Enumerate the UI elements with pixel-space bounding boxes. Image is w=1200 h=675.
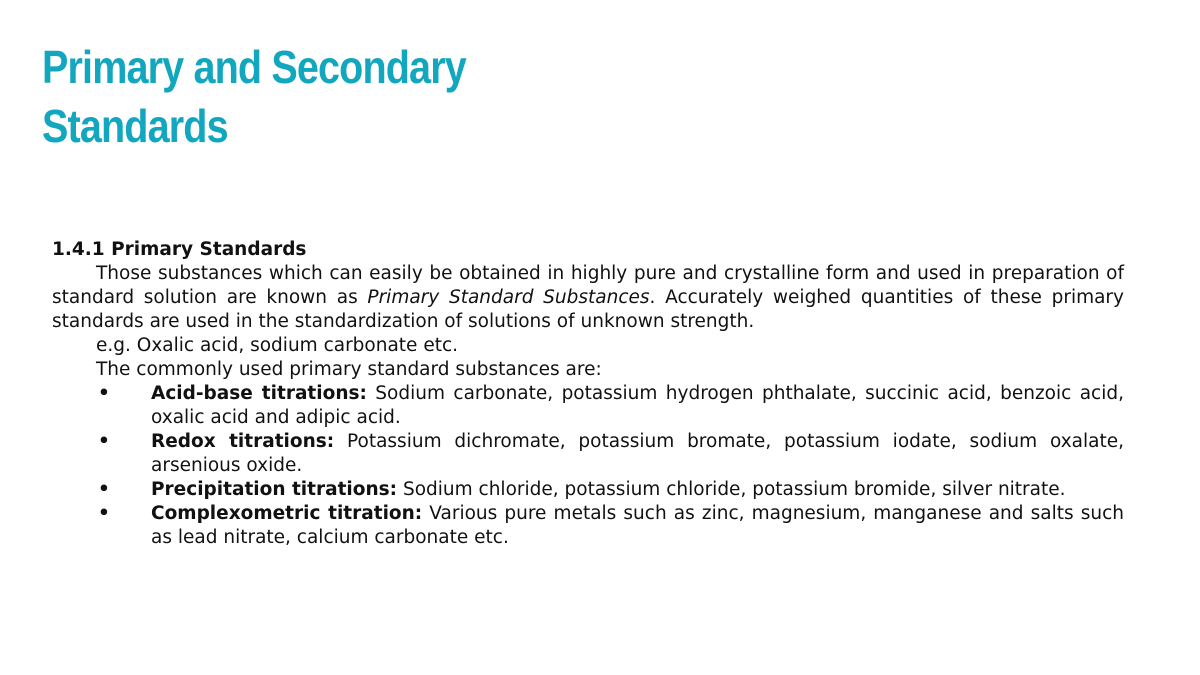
list-item-term: Complexometric titration: <box>151 503 423 524</box>
standards-list <box>52 382 1124 550</box>
list-item <box>52 382 1124 430</box>
definition-paragraph <box>52 262 1124 334</box>
list-item <box>52 478 1124 502</box>
example-line: e.g. Oxalic acid, sodium carbonate etc. <box>96 335 459 356</box>
list-item <box>52 430 1124 478</box>
document-excerpt <box>52 238 1124 550</box>
slide-title-line-2: Standards <box>42 100 228 152</box>
list-item-text: Sodium carbonate, potassium hydrogen phthalate, succinic acid, benzoic acid, oxalic acid and adipic acid. <box>151 383 1124 428</box>
list-item <box>52 502 1124 550</box>
list-item-term: Acid-base titrations: <box>151 383 367 404</box>
slide-title-line-1: Primary and Secondary <box>42 41 466 93</box>
definition-text-end: . Accurately weighed quantities of these primary standards are used in the standardization of solutions of unknown strength. <box>52 287 1124 332</box>
list-item-term: Precipitation titrations: <box>151 479 398 500</box>
definition-emphasis: Primary Standard Substances <box>367 287 650 308</box>
list-item-text: Various pure metals such as zinc, magnesium, manganese and salts such as lead nitrate, calcium carbonate etc. <box>151 503 1124 548</box>
bullet-icon: • <box>98 383 110 404</box>
bullet-icon: • <box>98 479 110 500</box>
section-heading: 1.4.1 Primary Standards <box>52 239 307 260</box>
list-intro: The commonly used primary standard substances are: <box>96 359 602 380</box>
definition-text-start: Those substances which can easily be obtained in highly pure and crystalline form and used in preparation of standard solution are known as <box>52 263 1124 308</box>
slide-title <box>42 38 558 156</box>
list-item-text: Sodium chloride, potassium chloride, potassium bromide, silver nitrate. <box>397 479 1066 500</box>
bullet-icon: • <box>98 503 110 524</box>
list-item-text: Potassium dichromate, potassium bromate, potassium iodate, sodium oxalate, arsenious oxide. <box>151 431 1125 476</box>
bullet-icon: • <box>98 431 110 452</box>
list-item-term: Redox titrations: <box>151 431 335 452</box>
